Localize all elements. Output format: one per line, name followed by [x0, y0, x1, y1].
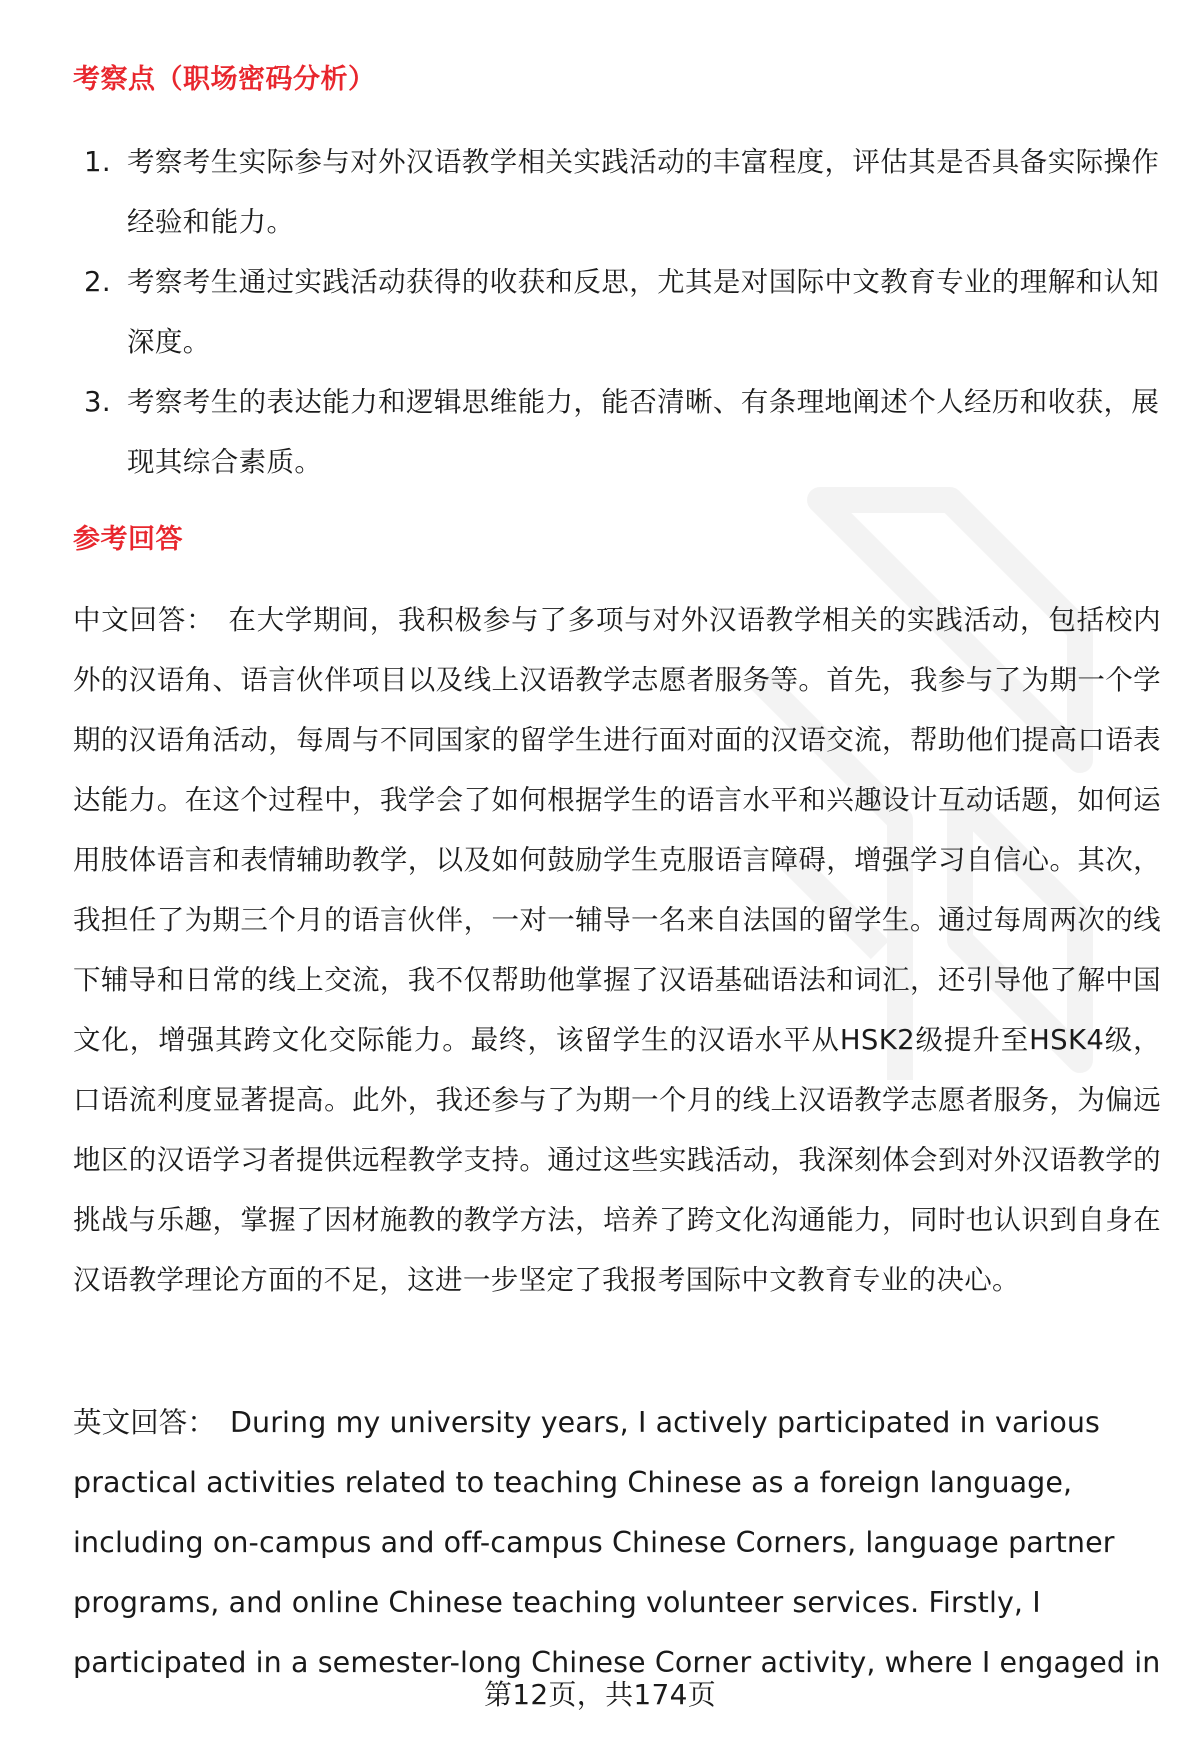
list-item — [84, 252, 1164, 372]
section-title-analysis: 考察点（职场密码分析） — [73, 64, 376, 95]
list-number: 1. — [84, 146, 112, 178]
page-number-footer: 第12页，共174页 — [483, 1678, 717, 1711]
analysis-list — [84, 132, 1164, 492]
chinese-answer-label: 中文回答： — [73, 604, 215, 636]
list-text: 考察考生实际参与对外汉语教学相关实践活动的丰富程度，评估其是否具备实际操作经验和能力。 — [127, 146, 1160, 238]
section-title-reference-answer: 参考回答 — [73, 524, 183, 555]
list-item — [84, 372, 1164, 492]
chinese-answer-text: 在大学期间，我积极参与了多项与对外汉语教学相关的实践活动，包括校内外的汉语角、语言伙伴项目以及线上汉语教学志愿者服务等。首先，我参与了为期一个学期的汉语角活动，每周与不同国家的留学生进行面对面的汉语交流，帮助他们提高口语表达能力。在这个过程中，我学会了如何根据学生的语言水平和兴趣设计互动话题，如何运用肢体语言和表情辅助教学，以及如何鼓励学生克服语言障碍，增强学习自信心。其次，我担任了为期三个月的语言伙伴，一对一辅导一名来自法国的留学生。通过每周两次的线下辅导和日常的线上交流，我不仅帮助他掌握了汉语基础语法和词汇，还引导他了解中国文化，增强其跨文化交际能力。最终，该留学生的汉语水平从HSK2级提升至HSK4级，口语流利度显著提高。此外，我还参与了为期一个月的线上汉语教学志愿者服务，为偏远地区的汉语学习者提供远程教学支持。通过这些实践活动，我深刻体会到对外汉语教学的挑战与乐趣，掌握了因材施教的教学方法，培养了跨文化沟通能力，同时也认识到自身在汉语教学理论方面的不足，这进一步坚定了我报考国际中文教育专业的决心。 — [73, 604, 1162, 1296]
list-text: 考察考生通过实践活动获得的收获和反思，尤其是对国际中文教育专业的理解和认知深度。 — [127, 266, 1160, 358]
english-answer-label: 英文回答： — [73, 1406, 217, 1439]
list-number: 3. — [84, 386, 112, 418]
list-text: 考察考生的表达能力和逻辑思维能力，能否清晰、有条理地阐述个人经历和收获，展现其综合素质。 — [127, 386, 1160, 478]
english-answer-text: During my university years, I actively participated in various practical activities related to teaching Chinese as a foreign language, including on-campus and off-campus Chinese Corners, language partner programs, and online Chinese teaching volunteer services. Firstly, I participated in a semester-long Chinese Corner activity, where I engaged in — [73, 1406, 1161, 1679]
list-number: 2. — [84, 266, 112, 298]
list-item — [84, 132, 1164, 252]
chinese-answer-paragraph — [73, 590, 1161, 1310]
english-answer-paragraph — [73, 1393, 1168, 1693]
